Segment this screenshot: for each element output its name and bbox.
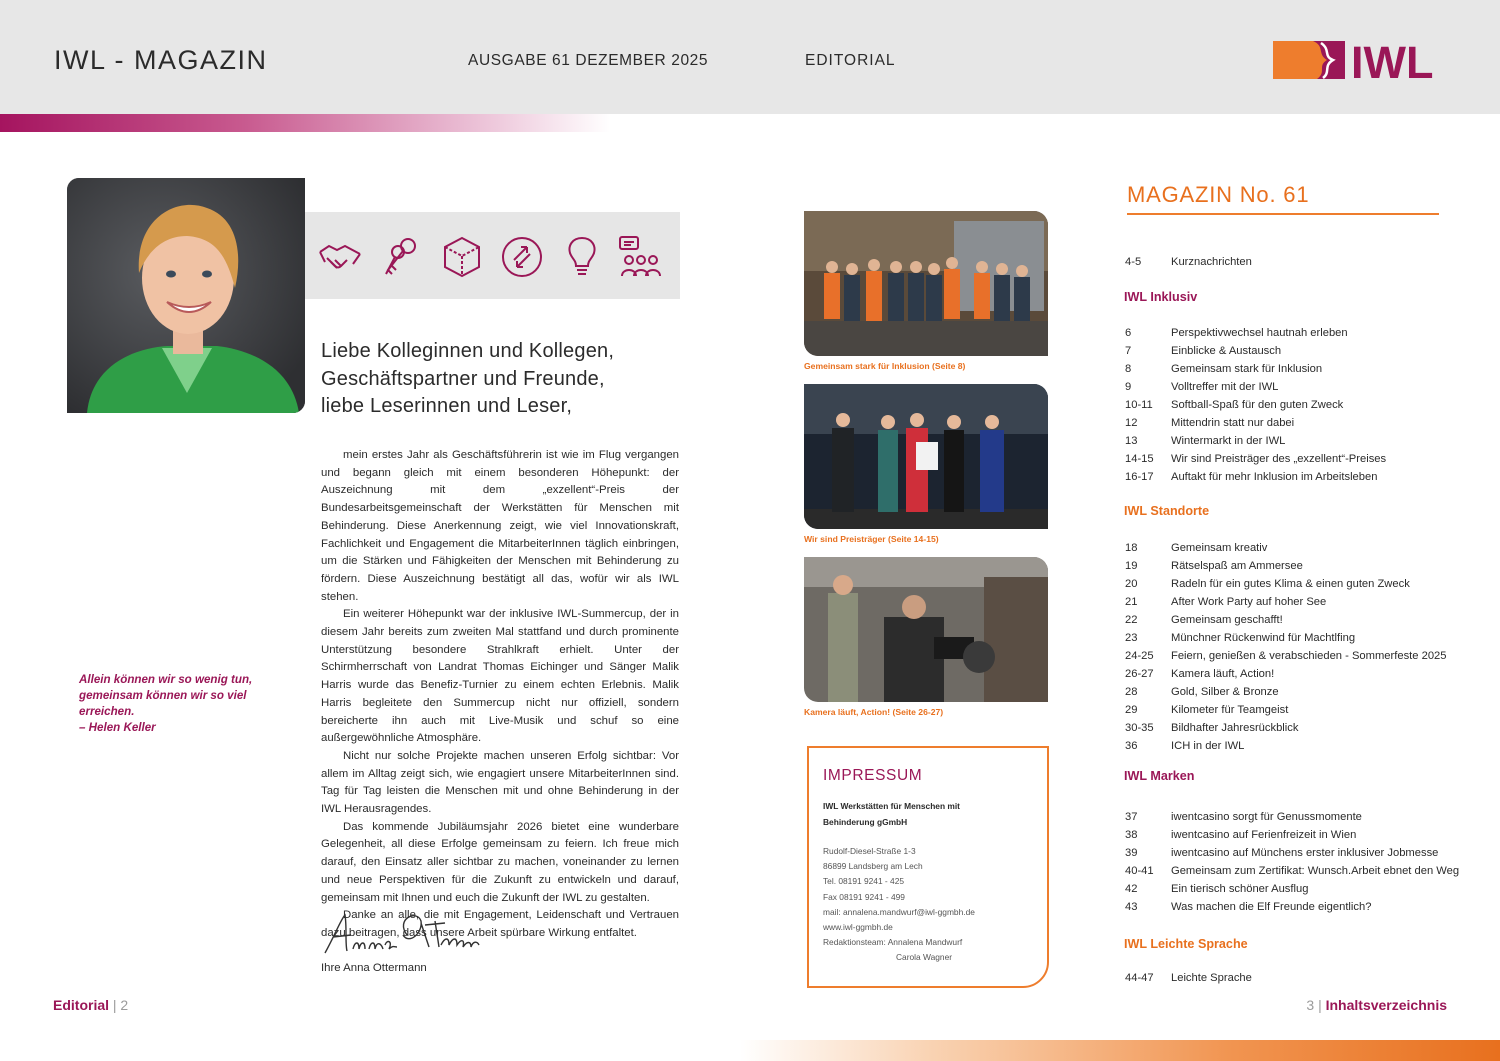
toc-page: 10-11 (1125, 399, 1153, 411)
photo-caption: Kamera läuft, Action! (Seite 26-27) (804, 707, 944, 717)
footer-page-number: | 2 (112, 997, 129, 1013)
toc-entry[interactable] (1125, 363, 1322, 375)
cube-icon (439, 234, 485, 280)
toc-label: Kurznachrichten (1171, 256, 1252, 268)
photo-award-ceremony (804, 384, 1048, 529)
page-header (0, 0, 1500, 114)
exchange-icon (499, 234, 545, 280)
toc-entry[interactable] (1125, 327, 1348, 339)
quote-author: – Helen Keller (79, 721, 156, 734)
photo-film-shoot (804, 557, 1048, 702)
signoff-name: Ihre Anna Ottermann (321, 962, 427, 974)
impressum-editorial-team-2: Carola Wagner (896, 952, 953, 963)
toc-label: After Work Party auf hoher See (1171, 596, 1327, 608)
impressum-editorial-team: Redaktionsteam: Annalena Mandwurf (823, 937, 963, 948)
toc-page: 12 (1125, 417, 1138, 429)
toc-page: 16-17 (1125, 471, 1154, 483)
photo-caption: Gemeinsam stark für Inklusion (Seite 8) (804, 361, 966, 371)
toc-page: 13 (1125, 435, 1138, 447)
toc-entry[interactable] (1125, 453, 1386, 465)
lightbulb-icon (559, 234, 605, 280)
toc-page: 18 (1125, 542, 1138, 554)
toc-page: 39 (1125, 847, 1138, 859)
handshake-icon (317, 234, 363, 280)
footer-section-label: Editorial (53, 997, 110, 1013)
toc-page: 44-47 (1125, 972, 1154, 984)
toc-entry[interactable] (1125, 901, 1371, 913)
toc-entry[interactable] (1125, 399, 1343, 411)
footer-page-number: 3 | (1306, 997, 1322, 1013)
toc-label: Feiern, genießen & verabschieden - Sommerfeste 2025 (1171, 650, 1447, 662)
toc-page: 30-35 (1125, 722, 1154, 734)
toc-entry[interactable] (1125, 596, 1326, 608)
org-line: Behinderung gGmbH (823, 816, 908, 827)
toc-label: ICH in der IWL (1171, 740, 1245, 752)
editorial-paragraph: Ein weiterer Höhepunkt war der inklusive IWL-Summercup, der in diesem Jahr bereits zum zweiten Mal stattfand und durch prominente Unterstützung besondere Strahlkraft erhielt. Unter der Schirmherrschaft von Landrat Thomas Eichinger und Sänger Malik Harris wurde das Benefiz-Turnier zu einem echten Erlebnis. Malik Harris begleitete den Summercup nicht nur offiziell, sondern bereicherte ihn auch mit Live-Musik und schuf so eine außergewöhnliche Atmosphäre. (321, 608, 679, 745)
toc-label: Rätselspaß am Ammersee (1171, 560, 1303, 572)
toc-section-heading: IWL Standorte (1124, 504, 1210, 518)
toc-entry[interactable] (1125, 686, 1279, 698)
toc-label: Auftakt für mehr Inklusion im Arbeitsleben (1171, 471, 1378, 483)
toc-entry[interactable] (1125, 847, 1438, 859)
toc-label: Gemeinsam zum Zertifikat: Wunsch.Arbeit ebnet den Weg (1171, 865, 1460, 877)
photo-caption: Wir sind Preisträger (Seite 14-15) (804, 534, 939, 544)
iwl-logo (1273, 38, 1447, 82)
impressum-phone: Tel. 08191 9241 - 425 (823, 876, 905, 887)
toc-page: 14-15 (1125, 453, 1154, 465)
editorial-paragraph: Das kommende Jubiläumsjahr 2026 bietet eine wunderbare Gelegenheit, all diese Erfolge gemeinsam zu feiern. Ich freue mich darauf, den Einsatz aller sichtbar zu machen, voneinander zu lernen und neue Perspektiven für die Zukunft zu entwickeln und darauf, gemeinsam mit Ihnen und euch die Zukunft der IWL zu gestalten. (321, 820, 679, 904)
toc-label: Was machen die Elf Freunde eigentlich? (1171, 901, 1372, 913)
photo-group-outdoor (804, 211, 1048, 356)
editorial-paragraph: Nicht nur solche Projekte machen unseren Erfolg sichtbar: Vor allem im Alltag zeigt sich, wie engagiert unsere MitarbeiterInnen sind. Tag für Tag leisten die Menschen mit und ohne Behinderung in der IWL Herausragendes. (321, 749, 679, 816)
toc-label: Mittendrin statt nur dabei (1171, 417, 1295, 429)
toc-section-heading: IWL Leichte Sprache (1124, 937, 1248, 951)
toc-label: Gemeinsam kreativ (1171, 542, 1268, 554)
greeting-line: liebe Leserinnen und Leser, (321, 395, 573, 417)
impressum-email: mail: annalena.mandwurf@iwl-ggmbh.de (823, 906, 975, 917)
toc-page: 38 (1125, 829, 1138, 841)
footer-left (53, 997, 128, 1013)
toc-entry[interactable] (1125, 471, 1377, 483)
toc-label: Kilometer für Teamgeist (1171, 704, 1289, 716)
issue-label: AUSGABE 61 DEZEMBER 2025 (468, 52, 709, 69)
toc-entry[interactable] (1125, 704, 1288, 716)
impressum-organization (823, 799, 1033, 830)
impressum-fax: Fax 08191 9241 - 499 (823, 891, 905, 902)
toc-label: Bildhafter Jahresrückblick (1171, 722, 1299, 734)
toc-label: Gold, Silber & Bronze (1171, 686, 1279, 698)
toc-entry[interactable] (1125, 650, 1447, 662)
quote-line: Allein können wir so wenig tun, (79, 673, 253, 686)
toc-entry[interactable] (1125, 865, 1459, 877)
keys-icon (378, 234, 424, 280)
toc-label: Perspektivwechsel hautnah erleben (1171, 327, 1348, 339)
impressum-website: www.iwl-ggmbh.de (823, 922, 893, 933)
toc-label: Wintermarkt in der IWL (1171, 435, 1286, 447)
toc-entry[interactable] (1125, 578, 1410, 590)
editorial-paragraph: Danke an alle, die mit Engagement, Leidenschaft und Vertrauen dazu beitragen, dass unsere Arbeit spürbare Wirkung entfaltet. (321, 909, 679, 939)
toc-entry[interactable] (1125, 883, 1308, 895)
toc-section-heading: IWL Marken (1124, 769, 1195, 783)
quote-line: gemeinsam können wir so viel (79, 689, 247, 702)
toc-page: 37 (1125, 811, 1138, 823)
toc-page: 20 (1125, 578, 1138, 590)
toc-label: iwentcasino auf Münchens erster inklusiver Jobmesse (1171, 847, 1439, 859)
toc-page: 43 (1125, 901, 1138, 913)
section-label: EDITORIAL (805, 52, 896, 69)
toc-entry[interactable] (1125, 256, 1252, 268)
quote-line: erreichen. (79, 705, 135, 718)
toc-page: 22 (1125, 614, 1138, 626)
team-icon (617, 234, 663, 280)
toc-entry[interactable] (1125, 811, 1362, 823)
toc-label: Gemeinsam stark für Inklusion (1171, 363, 1323, 375)
toc-label: Leichte Sprache (1171, 972, 1252, 984)
toc-label: Kamera läuft, Action! (1171, 668, 1275, 680)
toc-label: Softball-Spaß für den guten Zweck (1171, 399, 1344, 411)
toc-entry[interactable] (1125, 632, 1355, 644)
toc-label: Volltreffer mit der IWL (1171, 381, 1279, 393)
handwritten-signature (321, 905, 486, 960)
toc-page: 28 (1125, 686, 1138, 698)
toc-entry[interactable] (1125, 345, 1281, 357)
footer-right (1306, 997, 1447, 1013)
toc-entry[interactable] (1125, 417, 1294, 429)
toc-entry[interactable] (1125, 560, 1303, 572)
top-gradient-bar (0, 114, 610, 132)
icon-band (305, 212, 680, 299)
toc-label: iwentcasino auf Ferienfreizeit in Wien (1171, 829, 1357, 841)
helen-keller-quote (79, 672, 279, 736)
toc-entry[interactable] (1125, 722, 1298, 734)
toc-page: 19 (1125, 560, 1138, 572)
toc-page: 24-25 (1125, 650, 1154, 662)
toc-page: 8 (1125, 363, 1132, 375)
editorial-paragraph: mein erstes Jahr als Geschäftsführerin ist wie im Flug vergangen und begann gleich mit einem besonderen Höhepunkt: der Auszeichnung mit dem „exzellent“-Preis der Bundesarbeitsgemeinschaft der Werkstätten für Menschen mit Behinderung. Diese Anerkennung zeigt, wie viel Innovationskraft, Fachlichkeit und Engagement die MitarbeiterInnen täglich einbringen, um die Stärken und Fähigkeiten der Menschen mit Behinderung zu fördern. Diese Auszeichnung bestätigt all das, wofür wir als IWL stehen. (321, 449, 679, 603)
toc-page: 9 (1125, 381, 1132, 393)
toc-label: Gemeinsam geschafft! (1171, 614, 1283, 626)
toc-entry[interactable] (1125, 829, 1356, 841)
bottom-gradient-bar (740, 1040, 1500, 1061)
logo-text: IWL (1351, 38, 1434, 82)
impressum-title: IMPRESSUM (823, 767, 923, 784)
toc-divider (1127, 213, 1439, 215)
toc-page: 23 (1125, 632, 1138, 644)
impressum-city: 86899 Landsberg am Lech (823, 861, 923, 872)
toc-section-heading: IWL Inklusiv (1124, 290, 1198, 304)
impressum-box (807, 746, 1049, 988)
toc-page: 26-27 (1125, 668, 1154, 680)
editorial-body (321, 447, 679, 943)
toc-page: 42 (1125, 883, 1138, 895)
toc-entry[interactable] (1125, 381, 1278, 393)
toc-label: iwentcasino sorgt für Genussmomente (1171, 811, 1362, 823)
greeting-line: Geschäftspartner und Freunde, (321, 367, 605, 390)
portrait-photo (67, 178, 305, 413)
toc-page: 29 (1125, 704, 1138, 716)
toc-entry[interactable] (1125, 542, 1267, 554)
org-line: IWL Werkstätten für Menschen mit (823, 801, 960, 811)
toc-page: 21 (1125, 596, 1138, 608)
editorial-greeting (321, 338, 614, 421)
magazine-title: IWL - MAGAZIN (54, 45, 268, 75)
toc-label: Einblicke & Austausch (1171, 345, 1282, 357)
toc-label: Ein tierisch schöner Ausflug (1171, 883, 1309, 895)
toc-page: 40-41 (1125, 865, 1154, 877)
toc-page: 36 (1125, 740, 1138, 752)
greeting-line: Liebe Kolleginnen und Kollegen, (321, 340, 615, 362)
toc-page: 6 (1125, 327, 1132, 339)
toc-label: Münchner Rückenwind für Machtlfing (1171, 632, 1356, 644)
toc-entry[interactable] (1125, 668, 1274, 680)
toc-entry[interactable] (1125, 740, 1244, 752)
toc-page: 7 (1125, 345, 1132, 357)
toc-entry[interactable] (1125, 435, 1285, 447)
toc-label: Wir sind Preisträger des „exzellent“-Preises (1171, 453, 1387, 465)
toc-entry[interactable] (1125, 614, 1283, 626)
toc-label: Radeln für ein gutes Klima & einen guten Zweck (1171, 578, 1410, 590)
toc-title: MAGAZIN No. 61 (1127, 182, 1310, 207)
impressum-address: Rudolf-Diesel-Straße 1-3 (823, 846, 916, 856)
toc-entry[interactable] (1125, 972, 1252, 984)
toc-page: 4-5 (1125, 256, 1142, 268)
footer-section-label: Inhaltsverzeichnis (1325, 997, 1447, 1013)
